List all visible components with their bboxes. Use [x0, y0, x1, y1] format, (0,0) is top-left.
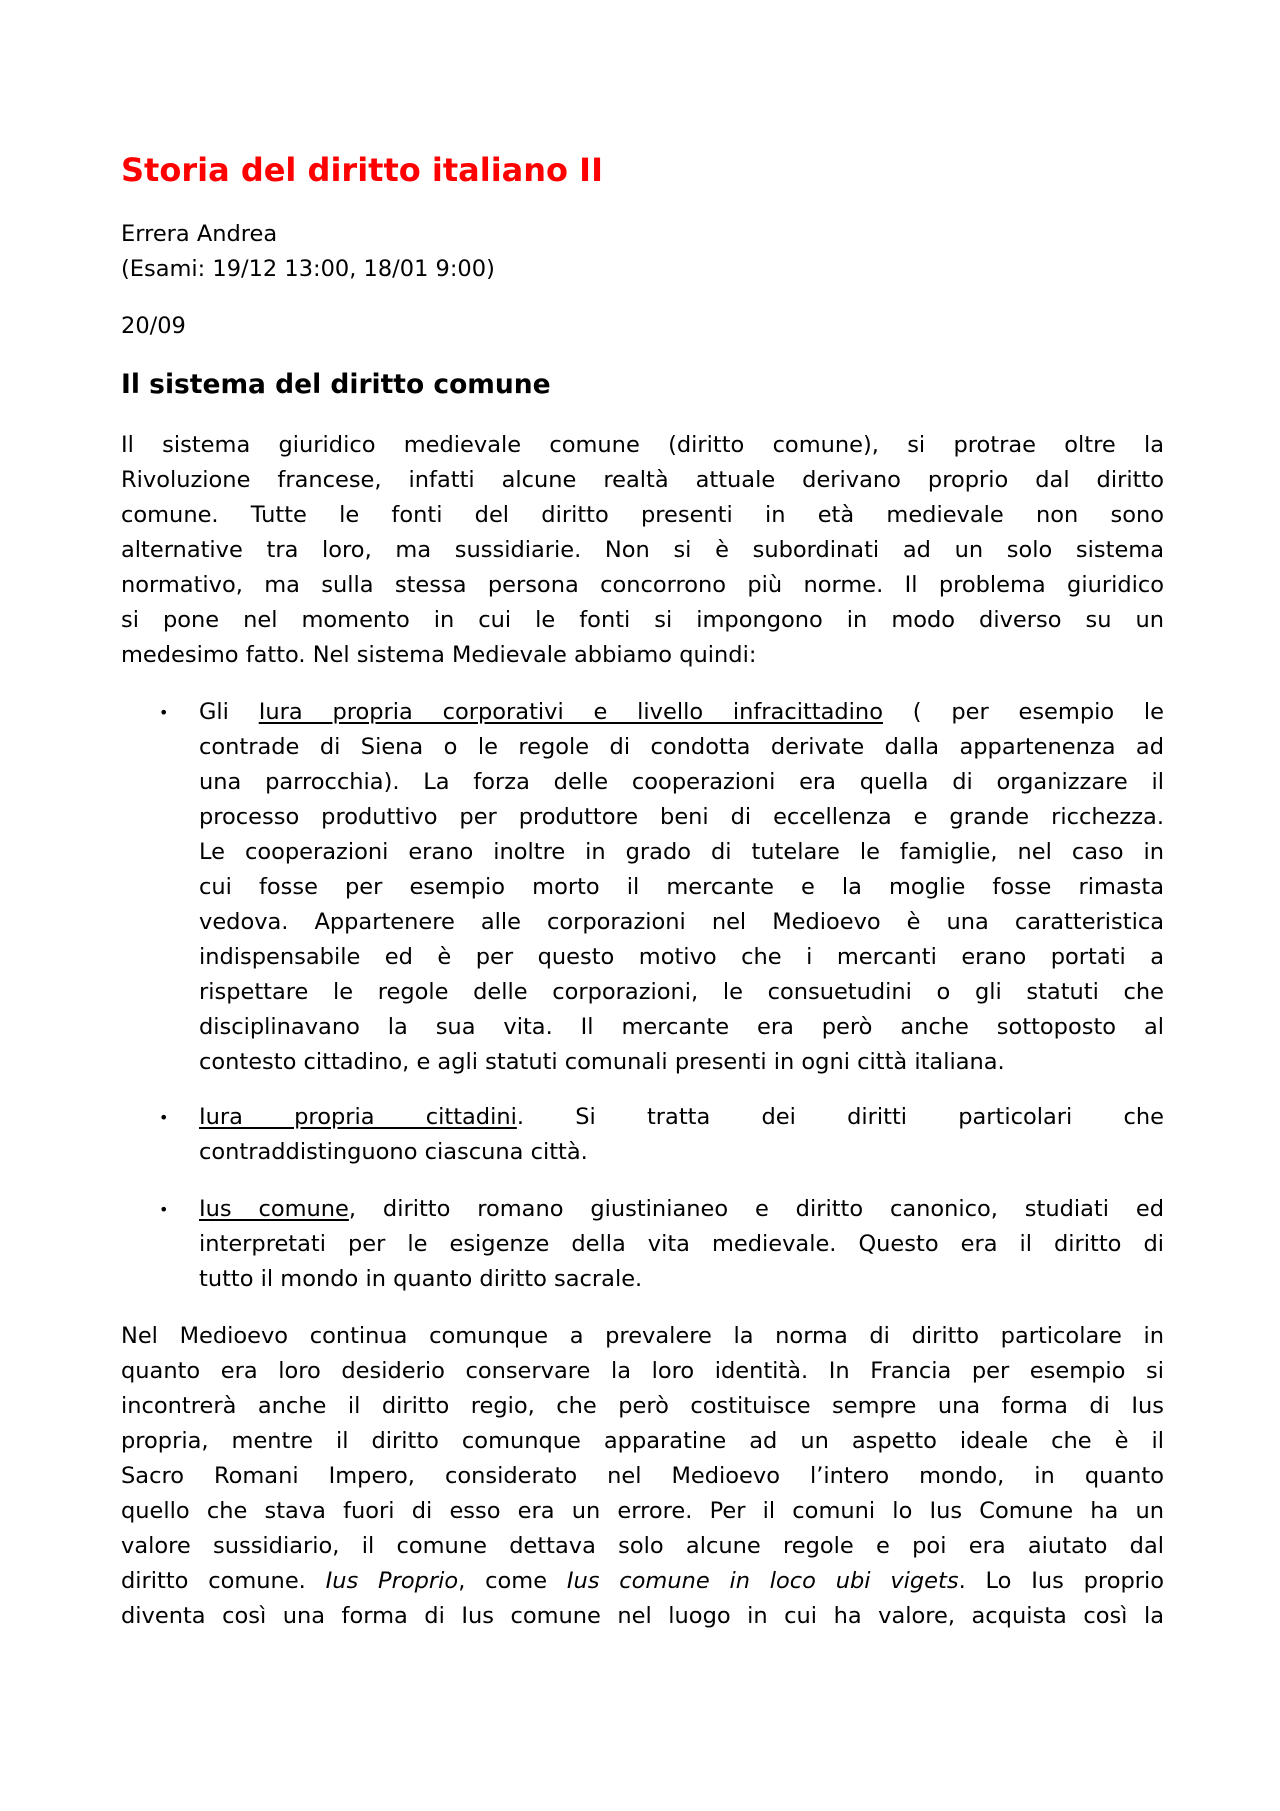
- text-line: [121, 568, 1164, 603]
- document-title: Storia del diritto italiano II: [121, 151, 603, 189]
- underlined-term: Iura propria cittadini: [199, 1104, 517, 1130]
- text-segment: Le cooperazioni erano inoltre in grado di tutelare le famiglie, nel caso in: [199, 839, 1164, 865]
- text-segment: cui fosse per esempio morto il mercante e la moglie fosse rimasta: [199, 874, 1164, 900]
- text-segment: diventa così una forma di Ius comune nel luogo in cui ha valore, acquista così la: [121, 1603, 1164, 1629]
- text-line: [121, 638, 1164, 673]
- text-line: [199, 1045, 1164, 1080]
- lecture-date: 20/09: [121, 313, 186, 339]
- text-line: [121, 603, 1164, 638]
- bullet-icon: •: [159, 1200, 169, 1219]
- text-segment: quanto era loro desiderio conservare la loro identità. In Francia per esempio si: [121, 1358, 1164, 1384]
- text-line: [121, 428, 1164, 463]
- text-line: [199, 1135, 1164, 1170]
- list-item-text: [199, 695, 1164, 1080]
- text-segment: medesimo fatto. Nel sistema Medievale abbiamo quindi:: [121, 642, 757, 668]
- text-line: [199, 1100, 1164, 1135]
- bullet-icon: •: [159, 703, 169, 722]
- text-segment: contesto cittadino, e agli statuti comunali presenti in ogni città italiana.: [199, 1049, 1005, 1075]
- text-line: [199, 765, 1164, 800]
- text-segment: . Lo Ius proprio: [958, 1568, 1164, 1594]
- text-segment: disciplinavano la sua vita. Il mercante era però anche sottoposto al: [199, 1014, 1164, 1040]
- text-line: [121, 1564, 1164, 1599]
- paragraph-intro: [121, 428, 1164, 673]
- section-heading: Il sistema del diritto comune: [121, 369, 551, 400]
- italic-phrase: Ius Proprio: [325, 1568, 459, 1594]
- list-item-text: [199, 1192, 1164, 1297]
- list-item: [159, 1100, 1164, 1170]
- text-line: [199, 1010, 1164, 1045]
- text-segment: normativo, ma sulla stessa persona concorrono più norme. Il problema giuridico: [121, 572, 1164, 598]
- text-line: [199, 1192, 1164, 1227]
- text-line: [121, 1354, 1164, 1389]
- text-segment: ( per esempio le: [882, 699, 1164, 725]
- author-name: Errera Andrea: [121, 221, 278, 247]
- text-line: [199, 1262, 1164, 1297]
- text-segment: . Si tratta dei diritti particolari che: [516, 1104, 1164, 1130]
- list-item: [159, 695, 1164, 1080]
- text-segment: tutto il mondo in quanto diritto sacrale.: [199, 1266, 643, 1292]
- text-segment: rispettare le regole delle corporazioni, le consuetudini o gli statuti che: [199, 979, 1164, 1005]
- text-line: [121, 1599, 1164, 1634]
- text-segment: indispensabile ed è per questo motivo che i mercanti erano portati a: [199, 944, 1164, 970]
- text-segment: processo produttivo per produttore beni di eccellenza e grande ricchezza.: [199, 804, 1164, 830]
- text-line: [121, 1529, 1164, 1564]
- text-segment: Gli: [199, 699, 259, 725]
- text-segment: valore sussidiario, il comune dettava solo alcune regole e poi era aiutato dal: [121, 1533, 1164, 1559]
- bullet-icon: •: [159, 1108, 169, 1127]
- text-segment: contraddistinguono ciascuna città.: [199, 1139, 588, 1165]
- text-line: [121, 1319, 1164, 1354]
- text-segment: , diritto romano giustinianeo e diritto canonico, studiati ed: [348, 1196, 1164, 1222]
- list-item: [159, 1192, 1164, 1297]
- text-segment: Nel Medioevo continua comunque a prevalere la norma di diritto particolare in: [121, 1323, 1164, 1349]
- text-segment: Sacro Romani Impero, considerato nel Medioevo l’intero mondo, in quanto: [121, 1463, 1164, 1489]
- text-segment: una parrocchia). La forza delle cooperazioni era quella di organizzare il: [199, 769, 1164, 795]
- text-line: [199, 905, 1164, 940]
- text-segment: contrade di Siena o le regole di condotta derivate dalla appartenenza ad: [199, 734, 1164, 760]
- list-item-text: [199, 1100, 1164, 1170]
- exam-dates: (Esami: 19/12 13:00, 18/01 9:00): [121, 256, 495, 282]
- text-segment: vedova. Appartenere alle corporazioni nel Medioevo è una caratteristica: [199, 909, 1164, 935]
- text-line: [199, 800, 1164, 835]
- text-segment: diritto comune.: [121, 1568, 326, 1594]
- text-line: [199, 835, 1164, 870]
- text-line: [121, 533, 1164, 568]
- text-line: [121, 1424, 1164, 1459]
- text-line: [121, 1389, 1164, 1424]
- text-segment: interpretati per le esigenze della vita medievale. Questo era il diritto di: [199, 1231, 1164, 1257]
- text-line: [199, 695, 1164, 730]
- underlined-term: Ius comune: [199, 1196, 349, 1222]
- underlined-term: Iura propria corporativi e livello infracittadino: [258, 699, 883, 725]
- text-segment: alternative tra loro, ma sussidiarie. Non si è subordinati ad un solo sistema: [121, 537, 1164, 563]
- text-line: [199, 730, 1164, 765]
- text-line: [199, 870, 1164, 905]
- text-segment: quello che stava fuori di esso era un errore. Per il comuni lo Ius Comune ha un: [121, 1498, 1164, 1524]
- text-line: [121, 498, 1164, 533]
- text-line: [199, 940, 1164, 975]
- text-segment: incontrerà anche il diritto regio, che però costituisce sempre una forma di Ius: [121, 1393, 1164, 1419]
- text-line: [199, 975, 1164, 1010]
- text-segment: , come: [458, 1568, 567, 1594]
- text-line: [121, 463, 1164, 498]
- text-line: [199, 1227, 1164, 1262]
- text-segment: propria, mentre il diritto comunque apparatine ad un aspetto ideale che è il: [121, 1428, 1164, 1454]
- text-segment: Rivoluzione francese, infatti alcune realtà attuale derivano proprio dal diritto: [121, 467, 1164, 493]
- paragraph-conclusion: [121, 1319, 1164, 1634]
- italic-phrase: Ius comune in loco ubi vigets: [566, 1568, 959, 1594]
- text-line: [121, 1459, 1164, 1494]
- text-line: [121, 1494, 1164, 1529]
- author-info: [121, 217, 1164, 287]
- text-segment: si pone nel momento in cui le fonti si impongono in modo diverso su un: [121, 607, 1164, 633]
- text-segment: comune. Tutte le fonti del diritto presenti in età medievale non sono: [121, 502, 1164, 528]
- text-segment: Il sistema giuridico medievale comune (diritto comune), si protrae oltre la: [121, 432, 1164, 458]
